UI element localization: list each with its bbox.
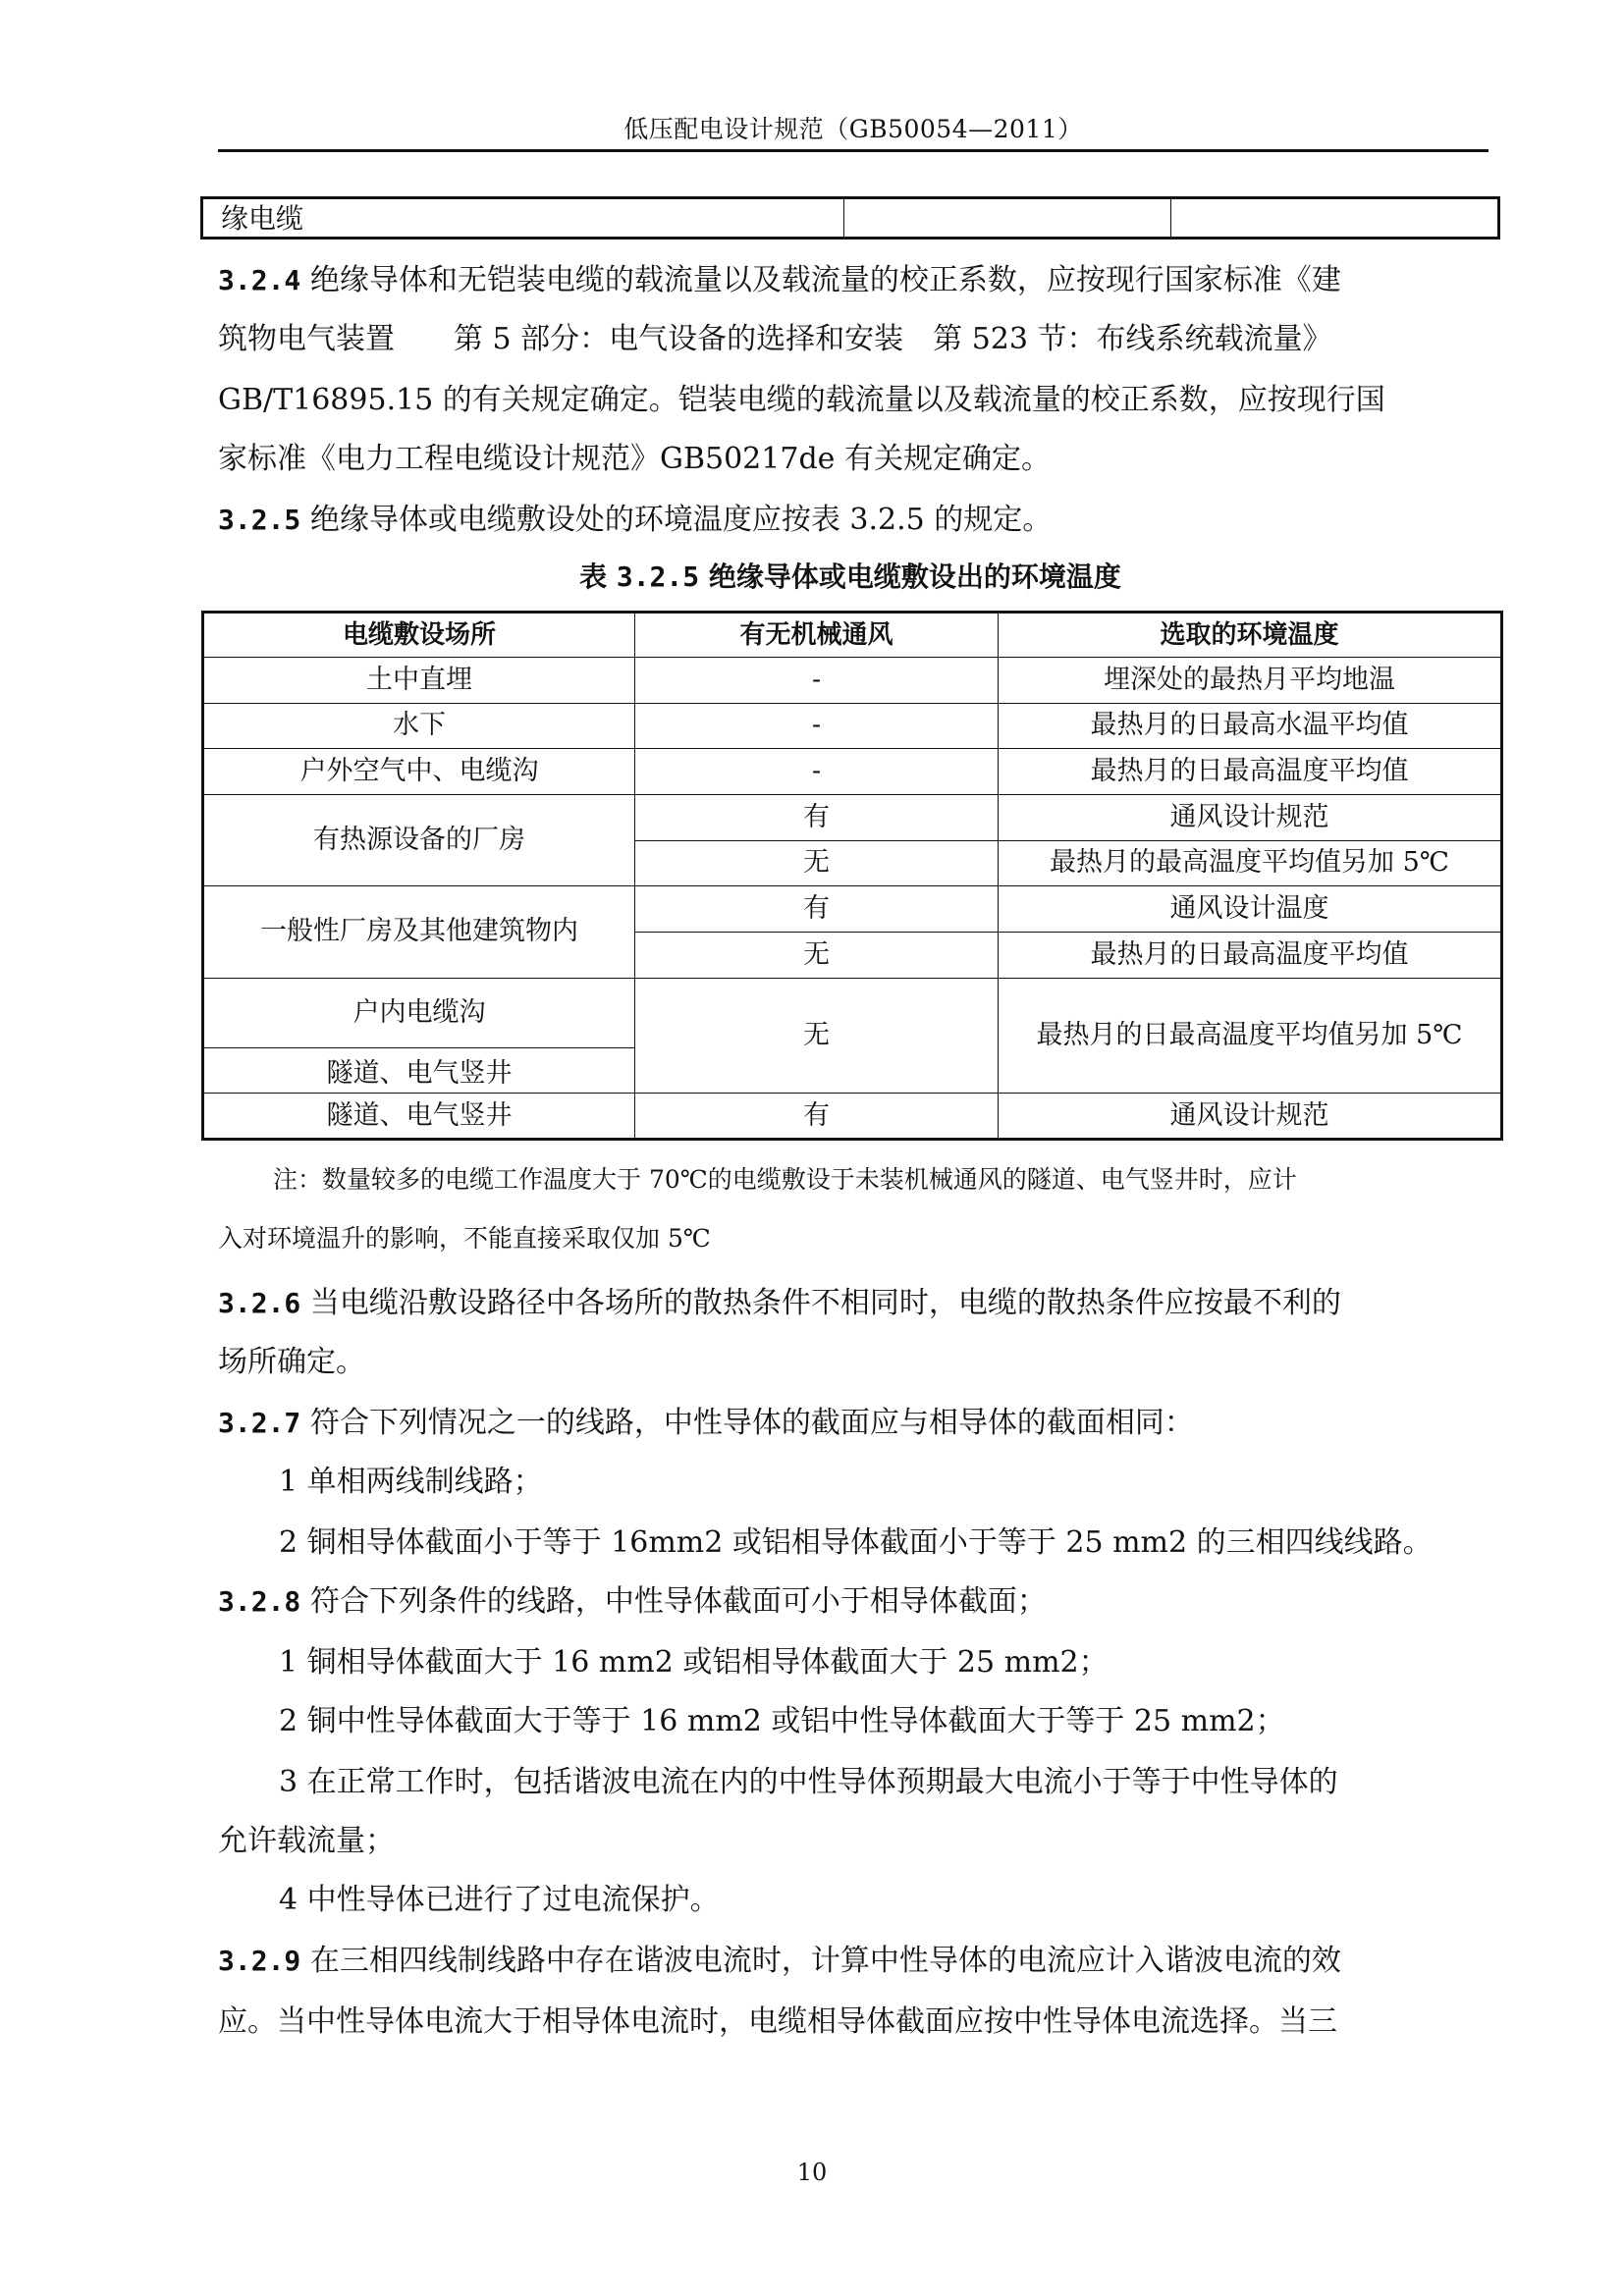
clause-3-2-6-line-1 — [218, 1274, 1341, 1333]
clause-3-2-9-line-2: 应。当中性导体电流大于相导体电流时，电缆相导体截面应按中性导体电流选择。当三 — [218, 2004, 1337, 2039]
running-header: 低压配电设计规范（GB50054—2011） — [623, 115, 1083, 143]
table-divider — [1170, 199, 1171, 237]
clause-3-2-4-line-1 — [218, 251, 1341, 310]
clause-number: 3.2.5 — [218, 504, 301, 536]
ventilation-cell: - — [635, 749, 999, 795]
clause-3-2-9-line-1 — [218, 1932, 1341, 1991]
place-cell: 户内电缆沟 — [203, 978, 635, 1047]
ventilation-cell: 有 — [635, 794, 999, 840]
place-cell: 隧道、电气竖井 — [203, 1094, 635, 1140]
temperature-cell: 通风设计温度 — [999, 886, 1502, 933]
clause-number: 3.2.4 — [218, 264, 301, 296]
ambient-temperature-table — [201, 611, 1503, 1141]
clause-text: 符合下列情况之一的线路，中性导体的截面应与相导体的截面相同： — [309, 1406, 1194, 1440]
temperature-cell: 最热月的最高温度平均值另加 5℃ — [999, 840, 1502, 886]
ventilation-cell: - — [635, 658, 999, 704]
clause-3-2-4-line-2: 筑物电气装置 第 5 部分：电气设备的选择和安装 第 523 节：布线系统载流量》 — [218, 322, 1332, 356]
place-cell: 水下 — [203, 703, 635, 749]
place-cell: 有热源设备的厂房 — [203, 794, 635, 885]
table-divider — [843, 199, 844, 237]
previous-table-cell: 缘电缆 — [221, 202, 304, 235]
place-cell: 一般性厂房及其他建筑物内 — [203, 886, 635, 978]
clause-text: 当电缆沿敷设路径中各场所的散热条件不相同时，电缆的散热条件应按最不利的 — [309, 1286, 1341, 1320]
temperature-cell: 最热月的日最高温度平均值 — [999, 932, 1502, 978]
clause-text: 在三相四线制线路中存在谐波电流时，计算中性导体的电流应计入谐波电流的效 — [309, 1944, 1341, 1978]
table-caption — [200, 558, 1500, 597]
table-row — [203, 978, 1502, 1047]
clause-3-2-8-item-3-line-2: 允许载流量； — [218, 1824, 395, 1858]
clause-number: 3.2.9 — [218, 1945, 301, 1977]
table-row — [203, 703, 1502, 749]
clause-3-2-6-line-2: 场所确定。 — [218, 1345, 365, 1379]
ventilation-cell: 无 — [635, 932, 999, 978]
clause-3-2-8-item-1: 1 铜相导体截面大于 16 mm2 或铝相导体截面大于 25 mm2； — [279, 1645, 1109, 1680]
clause-3-2-5 — [218, 491, 1052, 550]
temperature-cell: 最热月的日最高温度平均值另加 5℃ — [999, 978, 1502, 1094]
clause-3-2-7-item-2: 2 铜相导体截面小于等于 16mm2 或铝相导体截面小于等于 25 mm2 的三相四线线路。 — [279, 1525, 1433, 1560]
clause-3-2-8-item-3-line-1: 3 在正常工作时，包括谐波电流在内的中性导体预期最大电流小于等于中性导体的 — [279, 1765, 1338, 1799]
clause-text: 符合下列条件的线路，中性导体截面可小于相导体截面； — [309, 1584, 1047, 1619]
table-row — [203, 886, 1502, 933]
caption-number: 3.2.5 — [616, 561, 700, 593]
ventilation-cell: - — [635, 703, 999, 749]
ventilation-cell: 无 — [635, 840, 999, 886]
ventilation-cell: 有 — [635, 886, 999, 933]
clause-3-2-4-line-3: GB/T16895.15 的有关规定确定。铠装电缆的载流量以及载流量的校正系数，应按现行国 — [218, 383, 1385, 417]
clause-3-2-4-line-4: 家标准《电力工程电缆设计规范》GB50217de 有关规定确定。 — [218, 442, 1051, 476]
table-row — [203, 749, 1502, 795]
table-row — [203, 658, 1502, 704]
temperature-cell: 埋深处的最热月平均地温 — [999, 658, 1502, 704]
ventilation-cell: 无 — [635, 978, 999, 1094]
table-header-row — [203, 613, 1502, 658]
table-row — [203, 794, 1502, 840]
clause-3-2-8 — [218, 1573, 1047, 1631]
clause-3-2-7-item-1: 1 单相两线制线路； — [279, 1465, 543, 1499]
header-rule — [218, 149, 1489, 152]
clause-number: 3.2.7 — [218, 1407, 301, 1439]
table-note-line-2: 入对环境温升的影响，不能直接采取仅加 5℃ — [218, 1224, 711, 1253]
temperature-cell: 最热月的日最高温度平均值 — [999, 749, 1502, 795]
clause-number: 3.2.6 — [218, 1287, 301, 1319]
temperature-cell: 最热月的日最高水温平均值 — [999, 703, 1502, 749]
clause-3-2-8-item-2: 2 铜中性导体截面大于等于 16 mm2 或铝中性导体截面大于等于 25 mm2； — [279, 1704, 1285, 1738]
temperature-cell: 通风设计规范 — [999, 794, 1502, 840]
header-cell: 选取的环境温度 — [999, 613, 1502, 658]
table-row — [203, 1094, 1502, 1140]
clause-text: 绝缘导体或电缆敷设处的环境温度应按表 3.2.5 的规定。 — [309, 503, 1053, 537]
place-cell: 隧道、电气竖井 — [203, 1047, 635, 1094]
table-note-line-1: 注：数量较多的电缆工作温度大于 70℃的电缆敷设于未装机械通风的隧道、电气竖井时，应计 — [273, 1165, 1297, 1194]
header-cell: 电缆敷设场所 — [203, 613, 635, 658]
temperature-cell: 通风设计规范 — [999, 1094, 1502, 1140]
place-cell: 土中直埋 — [203, 658, 635, 704]
clause-3-2-8-item-4: 4 中性导体已进行了过电流保护。 — [279, 1883, 720, 1917]
caption-prefix: 表 — [579, 561, 608, 593]
page-number: 10 — [796, 2159, 828, 2186]
header-cell: 有无机械通风 — [635, 613, 999, 658]
clause-text: 绝缘导体和无铠装电缆的载流量以及载流量的校正系数，应按现行国家标准《建 — [309, 263, 1341, 297]
previous-table-continuation — [200, 196, 1500, 240]
clause-number: 3.2.8 — [218, 1585, 301, 1618]
caption-text: 绝缘导体或电缆敷设出的环境温度 — [708, 561, 1121, 593]
clause-3-2-7 — [218, 1394, 1194, 1453]
ventilation-cell: 有 — [635, 1094, 999, 1140]
place-cell: 户外空气中、电缆沟 — [203, 749, 635, 795]
